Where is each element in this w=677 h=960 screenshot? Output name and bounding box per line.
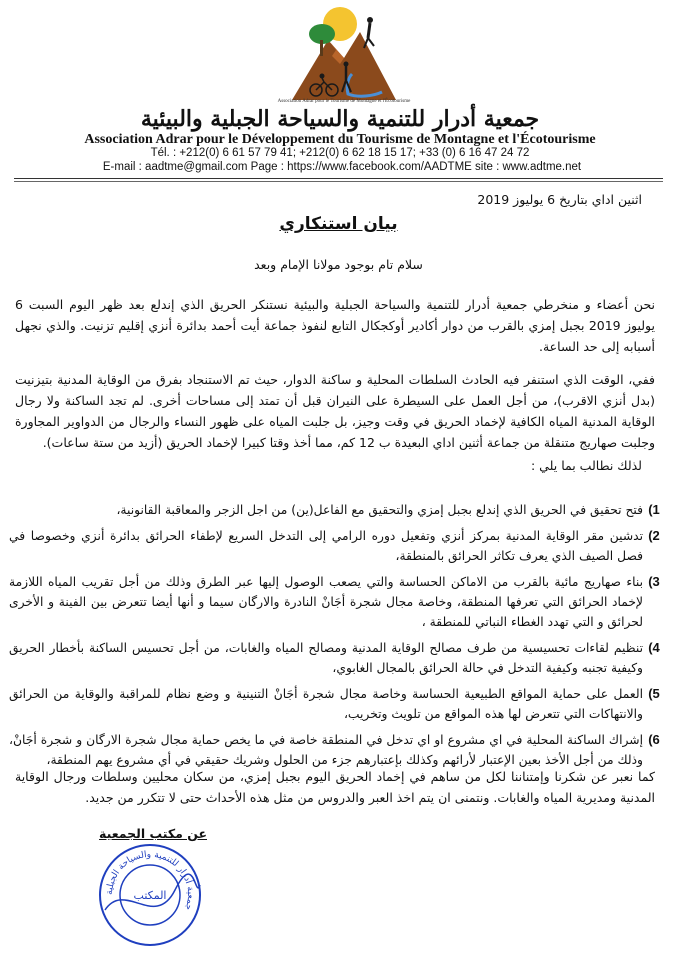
header-divider-thin: [14, 181, 663, 182]
paragraph-1: نحن أعضاء و منخرطي جمعية أدرار للتنمية والسياحة الجبلية والبيئية نستنكر الحريق الذي إندلع بعد ظهر اليوم السبت 6 يوليوز 2019 بجبل إمزي بالقرب من دوار أكادير أوكجكال التابع لنفوذ جماعة أيت أحمد بدائرة أنزي إقليم تزنيت. والذي نجهل أسبابه إلى حد الساعة.: [15, 297, 655, 354]
contact-line: E-mail : aadtme@gmail.com Page : https://www.facebook.com/AADTME site : www.adtme.net: [102, 161, 582, 173]
item-number: 2): [648, 528, 660, 543]
association-name-arabic: جمعية أدرار للتنمية والسياحة الجبلية والبيئية: [140, 106, 540, 132]
list-item: [9, 684, 665, 724]
list-item: [9, 730, 665, 770]
association-name-french: Association Adrar pour le Développement du Tourisme de Montagne et l'Écotourisme: [84, 132, 596, 147]
demands-intro: لذلك نطالب بما يلي :: [531, 458, 642, 473]
stamp-ring-text: جمعية أدرار للتنمية والسياحة الجبلية: [104, 849, 196, 912]
letter-title: بيان استنكاري: [279, 214, 398, 234]
signer-label: عن مكتب الجمعية: [99, 826, 207, 841]
demands-list: [9, 500, 665, 776]
item-number: 3): [648, 574, 660, 589]
item-number: 6): [648, 732, 660, 747]
item-text: تنظيم لقاءات تحسيسية من طرف مصالح الوقاية المدنية ومصالح المياه والغابات، من أجل تحسيس الساكنة بأخطار الحريق وكيفية تجنبه وكيفية التدخل في حالة الحرائق بالمجال الغابوي،: [9, 641, 643, 675]
item-text: العمل على حماية المواقع الطبيعية الحساسة وخاصة مجال شجرة أجَانْ التنينية و وضع نظام للمراقبة والوقاية من الحرائق والانتهاكات التي تتعرض لها هذه المواقع من تلويث وتخريب،: [9, 687, 643, 721]
paragraph-2: ففي، الوقت الذي استنفر فيه الحادث السلطات المحلية و ساكنة الدوار، حيث تم الاستنجاد بفرق من الوقاية المدنية بتيزنيت (بدل أنزي الاقرب)، من أجل العمل على السيطرة على النيران قبل أن تمتد إلى مساحات أخرى. لم تجد الساكنة ولا رجال الوقاية المدنية المياه الكافية لإخماد الحريق في وقت وجيز، بل جلبت المياه على ظهور النساء والرجال من الدواوير المجاورة وجلبت صهاريج متنقلة من جماعة أثنين اداي البعيدة ب 12 كم، مما أخذ وقتا كبيرا لإخماد الحريق (أزيد من ستة ساعات).: [15, 372, 655, 450]
list-item: [9, 526, 665, 566]
item-text: بناء صهاريج مائية بالقرب من الاماكن الحساسة والتي يصعب الوصول إليها عبر الطرق وذلك من أجل تقريب المياه اللازمة لإخماد الحرائق التي تعرفها المنطقة، وخاصة مجال شجرة أجَانْ النادرة والارگان سيما و أنها أيضا تتعرض بين الفينة و الأخرى لحرائق و التي تهدد الغطاء النباتي للمنطقة ،: [9, 575, 643, 629]
association-stamp: [95, 840, 205, 950]
phone-numbers: Tél. : +212(0) 6 61 57 79 41; +212(0) 6 62 18 15 17; +33 (0) 6 16 47 24 72: [150, 147, 530, 159]
item-number: 4): [648, 640, 660, 655]
hiker-icon: [367, 17, 373, 23]
mountain-icon: [292, 32, 396, 100]
letter-date: اثنين اداي بتاريخ 6 يوليوز 2019: [477, 192, 642, 207]
item-text: تدشين مقر الوقاية المدنية بمركز أنزي وتفعيل دوره الرامي إلى التدخل السريع لإطفاء الحرائق بدائرة أنزي وخصوصا في فصل الصيف الذي يعرف تكاثر الحرائق بالمنطقة،: [9, 529, 643, 563]
greeting: سلام تام بوجود مولانا الإمام وبعد: [254, 257, 423, 272]
list-item: [9, 500, 665, 520]
stamp-center-text: المكتب: [133, 889, 167, 902]
header-divider: [14, 178, 663, 179]
cyclist-icon: [320, 74, 325, 79]
list-item: [9, 638, 665, 678]
item-number: 5): [648, 686, 660, 701]
list-item: [9, 572, 665, 632]
closing-paragraph: كما نعبر عن شكرنا وإمتناننا لكل من ساهم في إخماد الحريق اليوم بجبل إمزي، من سكان محليين وسلطات ورجال الوقاية المدنية ومديرية المياه والغابات. ونتمنى ان يتم اخذ العبر والدروس من مثل هذه الأحداث حتى لا تتكرر من جديد.: [15, 769, 655, 805]
logo-caption: Association Adrar pour le Tourisme de Montagne et l'Écotourisme: [277, 99, 411, 104]
association-logo: [278, 4, 408, 102]
item-number: 1): [648, 502, 660, 517]
item-text: إشراك الساكنة المحلية في اي مشروع او اي تدخل في المنطقة خاصة في ما يخص حماية مجال شجرة الارگان و شجرة أجَانْ، وذلك من أجل الأخذ بعين الإعتبار لأرائهم وكذلك بإعتبارهم جزء من الحلول وشريك حقيقي في أي مشروع يهم المنطقة،: [9, 733, 643, 767]
item-text: فتح تحقيق في الحريق الذي إندلع بجبل إمزي والتحقيق مع الفاعل(ين) من اجل الزجر والمعاقبة القانونية،: [116, 503, 643, 517]
